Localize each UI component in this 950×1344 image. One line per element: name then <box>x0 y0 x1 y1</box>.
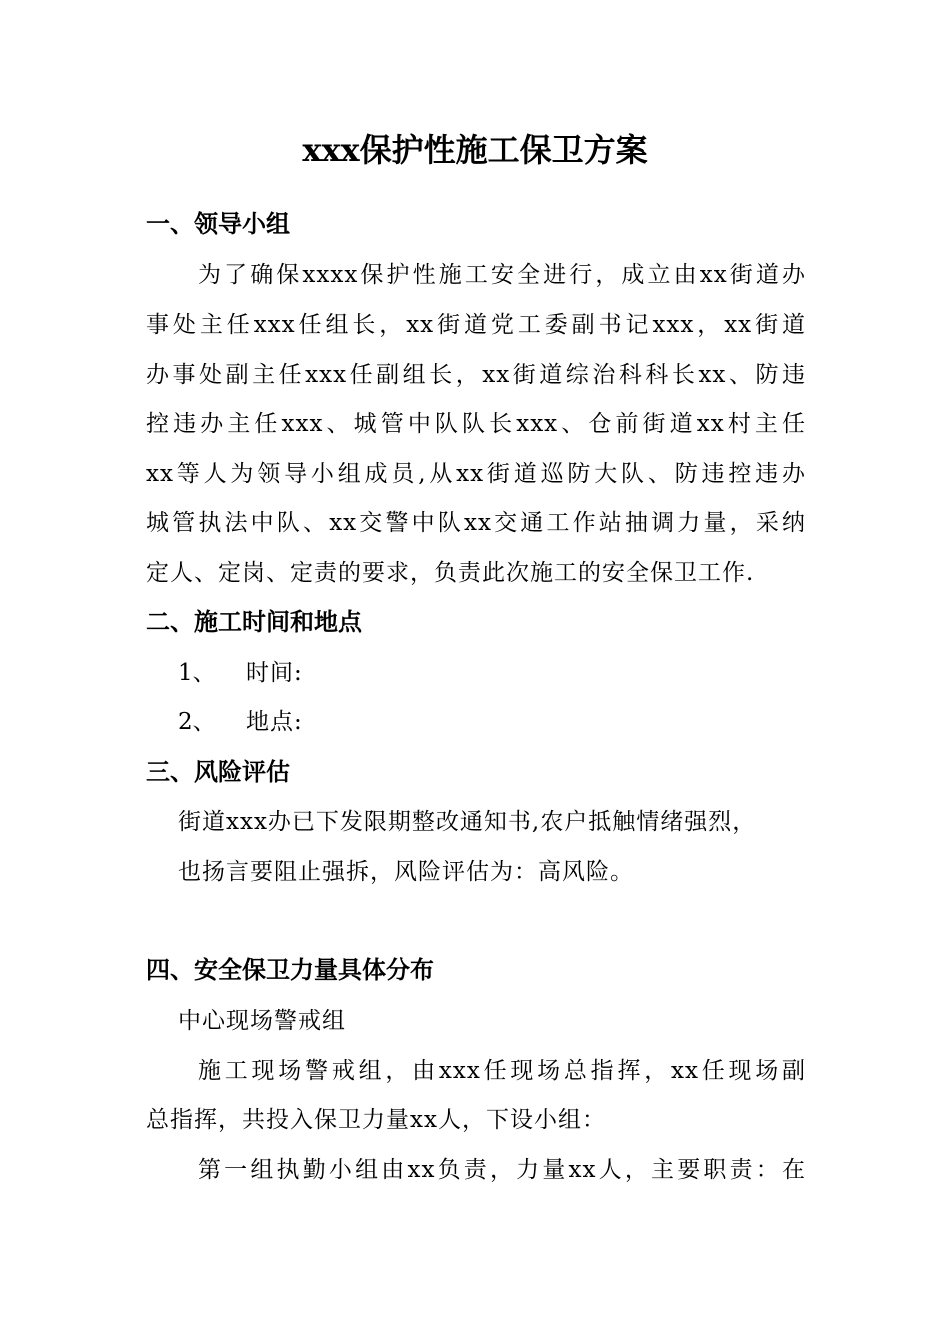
paragraph-line: 街道xxx办已下发限期整改通知书,农户抵触情绪强烈， <box>178 809 757 835</box>
list-item-number: 2、 <box>178 709 216 735</box>
paragraph-line: xx等人为领导小组成员,从xx街道巡防大队、防违控违办 <box>146 461 806 487</box>
paragraph-line: 定人、定岗、定责的要求，负责此次施工的安全保卫工作. <box>146 560 755 586</box>
list-item-number: 1、 <box>178 660 216 686</box>
paragraph-line: 办事处副主任xxx任副组长，xx街道综治科科长xx、防违 <box>146 362 806 388</box>
section-heading-leadership: 一、领导小组 <box>146 210 290 238</box>
list-item-time: 时间: <box>246 660 303 686</box>
paragraph-line: 总指挥，共投入保卫力量xx人，下设小组： <box>146 1107 606 1133</box>
paragraph-line: 第一组执勤小组由xx负责，力量xx人，主要职责：在 <box>198 1157 806 1183</box>
paragraph-line: 控违办主任xxx、城管中队队长xxx、仓前街道xx村主任 <box>146 411 806 437</box>
paragraph-line: 城管执法中队、xx交警中队xx交通工作站抽调力量，采纳 <box>146 510 806 536</box>
subheading-cordon-group: 中心现场警戒组 <box>178 1008 346 1034</box>
paragraph-line: 也扬言要阻止强拆，风险评估为：高风险。 <box>178 859 634 885</box>
document-title: xxx保护性施工保卫方案 <box>302 131 648 169</box>
section-heading-time-place: 二、施工时间和地点 <box>146 608 362 636</box>
paragraph-line: 事处主任xxx任组长，xx街道党工委副书记xxx，xx街道 <box>146 312 806 338</box>
section-heading-risk: 三、风险评估 <box>146 758 290 786</box>
section-heading-security-forces: 四、安全保卫力量具体分布 <box>146 956 434 984</box>
paragraph-line: 施工现场警戒组，由xxx任现场总指挥，xx任现场副 <box>198 1058 806 1084</box>
list-item-place: 地点: <box>246 709 303 735</box>
paragraph-line: 为了确保xxxx保护性施工安全进行，成立由xx街道办 <box>198 262 806 288</box>
